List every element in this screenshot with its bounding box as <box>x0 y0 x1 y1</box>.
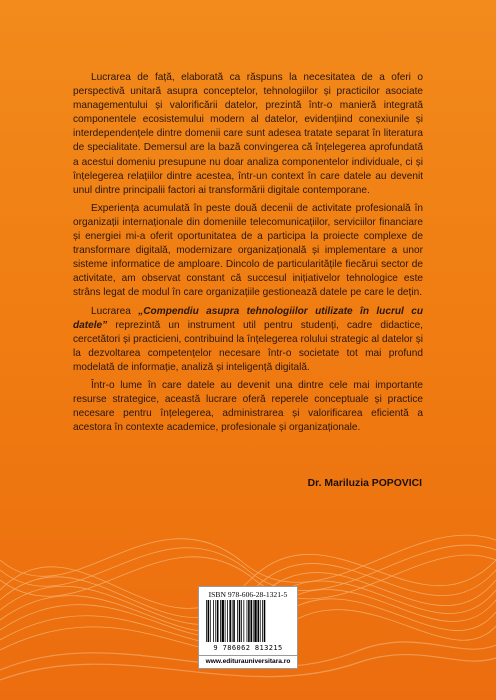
publisher-website: www.editurauniversitara.ro <box>198 656 298 669</box>
barcode-digits: 9 786062 813215 <box>213 644 283 652</box>
barcode-icon <box>205 600 293 642</box>
paragraph-1: Lucrarea de față, elaborată ca răspuns la necesitatea de a oferi o perspectivă unitară asupra conceptelor, tehnologiilor și practicilor asociate managementului și valorificării datelor, prezintă într-o manieră integrată componentele ecosistemului modern al datelor, evidențiind conexiunile și interdependențele dintre domenii care sunt adesea tratate separat în literatura de specialitate. Demersul are la bază convingerea că înțelegerea aprofundată a acestui domeniu presupune nu doar analiza componentelor individuale, ci și înțelegerea relațiilor dintre acestea, într-un context în care datele au devenit unul dintre principalii factori ai transformării digitale contemporane. <box>73 72 423 196</box>
book-title: „Compendiu asupra tehnologiilor utilizate în lucrul cu datele” <box>73 305 423 331</box>
isbn-label: ISBN 978-606-28-1321-5 <box>208 590 288 599</box>
paragraph-2: Experiența acumulată în peste două decenii de activitate profesională în organizații internaționale din domeniile telecomunicațiilor, serviciilor financiare și energiei mi-a oferit oportunitatea de a participa la proiecte complexe de transformare digitală, modernizare organizațională și implementare a unor sisteme informatice de amploare. Dincolo de particularitățile fiecărui sector de activitate, am observat constant că succesul inițiativelor tehnologice este strâns legat de modul în care organizațiile gestionează datele pe care le dețin. <box>73 202 423 299</box>
paragraph-4: Într-o lume în care datele au devenit una dintre cele mai importante resurse strategice, această lucrare oferă reperele conceptuale și practice necesare pentru înțelegerea, administrarea și valorificarea eficientă a acestora în contexte academice, profesionale și organizaționale. <box>73 379 423 434</box>
paragraph-3-start: Lucrarea <box>91 305 139 317</box>
paragraph-3 <box>73 305 423 375</box>
isbn-barcode-box <box>198 586 298 656</box>
back-cover-text <box>73 71 423 439</box>
author-name: Dr. Mariluzia POPOVICI <box>307 478 422 489</box>
paragraph-3-rest: reprezintă un instrument util pentru studenți, cadre didactice, cercetători și practicieni, contribuind la înțelegerea rolului strategic al datelor și la dezvoltarea competențelor necesare într-o societate tot mai profund modelată de informație, analiză și inteligență digitală. <box>73 319 423 373</box>
